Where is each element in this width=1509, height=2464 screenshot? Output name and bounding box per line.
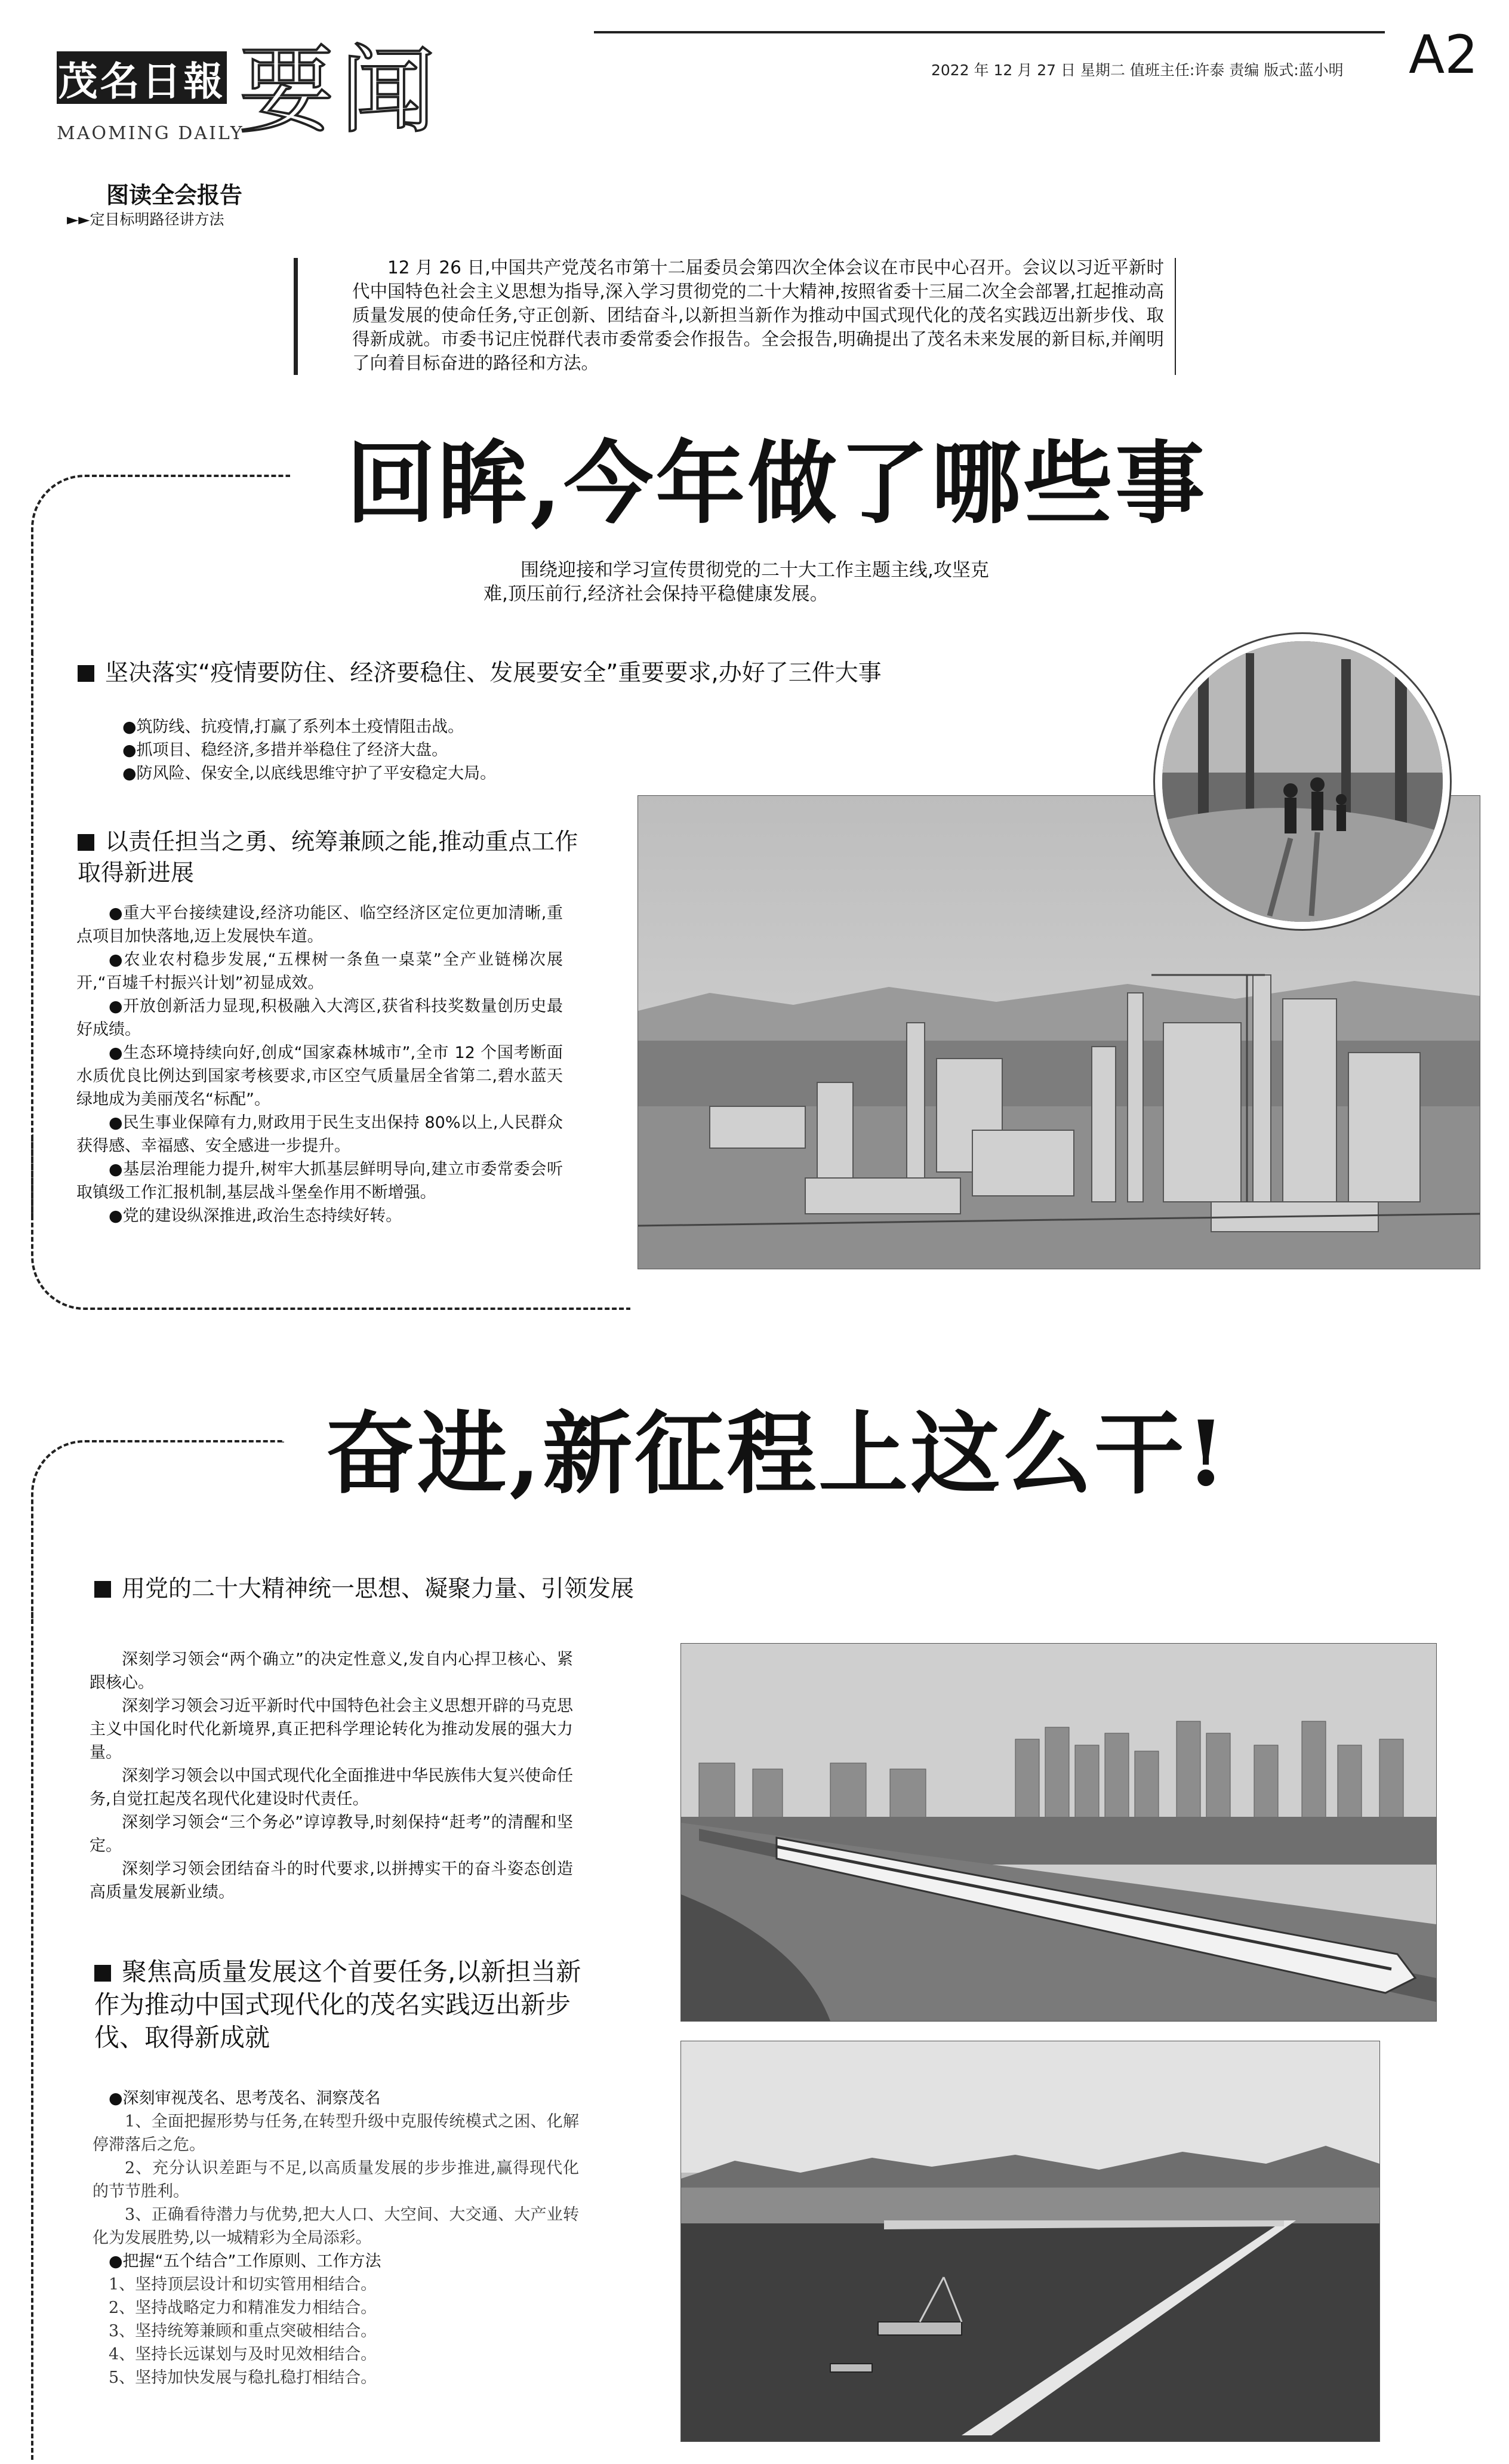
- square-bullet-icon: [78, 665, 94, 682]
- list-item: 3、正确看待潜力与优势,把大人口、大空间、大交通、大产业转化为发展胜势,以一城精彩为全局添彩。: [93, 2205, 579, 2247]
- list-item: 深刻学习领会“两个确立”的决定性意义,发自内心捍卫核心、紧跟核心。: [90, 1650, 573, 1692]
- logo-text: 茂名日報: [58, 57, 226, 104]
- part1-section2-list: [76, 902, 563, 1228]
- part2-section1-list: [90, 1648, 573, 1904]
- list-item: 4、坚持长远谋划与及时见效相结合。: [109, 2345, 377, 2364]
- part2-frame-left: [31, 1612, 33, 2460]
- square-bullet-icon: [94, 1581, 111, 1598]
- list-item: 3、坚持统筹兼顾和重点突破相结合。: [109, 2322, 377, 2340]
- train-photo: [680, 1643, 1437, 2022]
- list-item: ●党的建设纵深推进,政治生态持续好转。: [109, 1207, 402, 1225]
- masthead-logo: [57, 51, 227, 104]
- list-item: ●基层治理能力提升,树牢大抓基层鲜明导向,建立市委常委会听取镇级工作汇报机制,基层战斗堡垒作用不断增强。: [76, 1160, 563, 1202]
- list-item: 深刻学习领会“三个务必”谆谆教导,时刻保持“赶考”的清醒和坚定。: [90, 1813, 573, 1855]
- header-meta: 2022 年 12 月 27 日 星期二 值班主任:许泰 责编 版式:蓝小明: [931, 61, 1344, 79]
- list-item: ●筑防线、抗疫情,打赢了系列本土疫情阻击战。: [122, 718, 464, 736]
- part1-subtitle: 围绕迎接和学习宣传贯彻党的二十大工作主题主线,攻坚克难,顶压前行,经济社会保持平稳健康发展。: [484, 559, 989, 605]
- masthead-english-name: MAOMING DAILY: [57, 123, 244, 144]
- park-photo: [1155, 634, 1450, 929]
- page-number: A2: [1409, 24, 1479, 85]
- part1-section1-heading: [78, 658, 913, 689]
- harbor-photo: [680, 2041, 1380, 2442]
- intro-left-bar: [294, 258, 298, 375]
- square-bullet-icon: [94, 1965, 111, 1982]
- list-item: ●防风险、保安全,以底线思维守护了平安稳定大局。: [122, 764, 497, 783]
- headline-review: 回眸,今年做了哪些事: [346, 431, 1208, 536]
- intro-paragraph: 12 月 26 日,中国共产党茂名市第十二届委员会第四次全体会议在市民中心召开。会议以习近平新时代中国特色社会主义思想为指导,深入学习贯彻党的二十大精神,按照省委十三届二次全会部署,扛起推动高质量发展的使命任务,守正创新、团结奋斗,以新担当新作为推动中国式现代化的茂名实践迈出新步伐、取得新成就。市委书记庄悦群代表市委常委会作报告。全会报告,明确提出了茂名未来发展的新目标,并阐明了向着目标奋进的路径和方法。: [352, 257, 1164, 373]
- list-item: ●农业农村稳步发展,“五棵树一条鱼一桌菜”全产业链梯次展开,“百墟千村振兴计划”初显成效。: [76, 950, 563, 992]
- part1-section1-heading-text: 坚决落实“疫情要防住、经济要稳住、发展要安全”重要要求,办好了三件大事: [105, 660, 882, 687]
- part2-section2-list: [93, 2087, 579, 2389]
- list-item: ●民生事业保障有力,财政用于民生支出保持 80%以上,人民群众获得感、幸福感、安全感进一步提升。: [76, 1113, 563, 1155]
- part2-section1-heading: [94, 1574, 930, 1605]
- list-item: ●重大平台接续建设,经济功能区、临空经济区定位更加清晰,重点项目加快落地,迈上发展快车道。: [76, 904, 563, 946]
- header-rule: [594, 31, 1385, 33]
- list-item: 深刻学习领会习近平新时代中国特色社会主义思想开辟的马克思主义中国化时代化新境界,真正把科学理论转化为推动发展的强大力量。: [90, 1697, 573, 1762]
- kicker-title: 图读全会报告: [106, 182, 243, 208]
- list-item: 1、全面把握形势与任务,在转型升级中克服传统模式之困、化解停滞落后之危。: [93, 2112, 579, 2154]
- list-item: 深刻学习领会团结奋斗的时代要求,以拼搏实干的奋斗姿态创造高质量发展新业绩。: [90, 1860, 573, 1902]
- kicker-subtitle: ►►定目标明路径讲方法: [67, 211, 224, 228]
- part2-section1-heading-text: 用党的二十大精神统一思想、凝聚力量、引领发展: [122, 1576, 635, 1602]
- part1-section2-heading-text: 以责任担当之勇、统筹兼顾之能,推动重点工作取得新进展: [78, 829, 578, 887]
- part1-frame-corner: [31, 475, 290, 656]
- part2-section2-heading-text: 聚焦高质量发展这个首要任务,以新担当新作为推动中国式现代化的茂名实践迈出新步伐、取得新成就: [94, 1957, 581, 2052]
- square-bullet-icon: [78, 834, 94, 851]
- list-item: ●生态环境持续向好,创成“国家森林城市”,全市 12 个国考断面水质优良比例达到国家考核要求,市区空气质量居全省第二,碧水蓝天绿地成为美丽茂名“标配”。: [76, 1044, 563, 1109]
- list-item: 5、坚持加快发展与稳扎稳打相结合。: [109, 2368, 377, 2387]
- subheading: ●深刻审视茂名、思考茂名、洞察茂名: [109, 2089, 381, 2108]
- list-item: ●抓项目、稳经济,多措并举稳住了经济大盘。: [122, 741, 448, 759]
- list-item: 深刻学习领会以中国式现代化全面推进中华民族伟大复兴使命任务,自觉扛起茂名现代化建设时代责任。: [90, 1767, 573, 1808]
- headline-forward: 奋进,新征程上这么干!: [325, 1401, 1228, 1506]
- intro-right-bar: [1175, 258, 1176, 375]
- part1-frame-left: [31, 651, 33, 1218]
- subheading: ●把握“五个结合”工作原则、工作方法: [109, 2252, 381, 2271]
- section-name: 要闻: [239, 35, 442, 146]
- list-item: ●开放创新活力显现,积极融入大湾区,获省科技奖数量创历史最好成绩。: [76, 997, 563, 1039]
- part1-section2-heading: [78, 827, 579, 889]
- list-item: 2、充分认识差距与不足,以高质量发展的步步推进,赢得现代化的节节胜利。: [93, 2159, 579, 2201]
- part2-section2-heading: [94, 1955, 590, 2054]
- list-item: 2、坚持战略定力和精准发力相结合。: [109, 2299, 377, 2317]
- part1-section1-list: [122, 715, 576, 785]
- list-item: 1、坚持顶层设计和切实管用相结合。: [109, 2275, 377, 2294]
